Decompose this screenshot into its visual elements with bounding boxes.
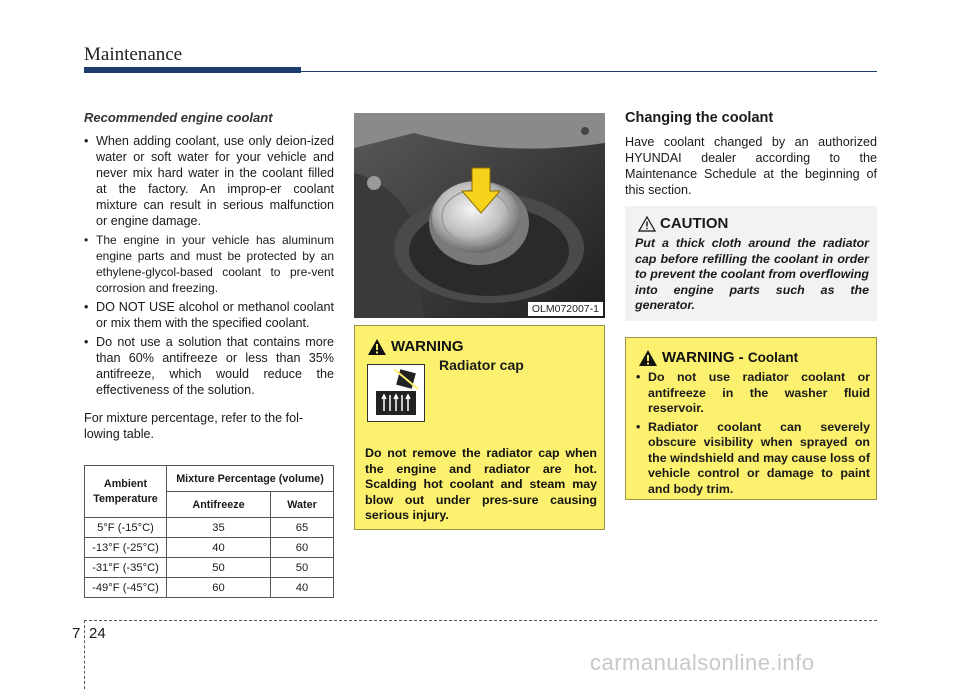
photo-caption: OLM072007-1: [528, 302, 603, 316]
warning-label: WARNING: [391, 338, 464, 355]
section-heading: Changing the coolant: [625, 110, 774, 126]
caution-triangle-icon: [638, 216, 656, 232]
table-cell-temp: 5°F (-15°C): [85, 518, 167, 538]
coolant-mixture-table: [84, 465, 334, 598]
warning-coolant-box: [625, 337, 877, 500]
header-bar-accent: [84, 67, 301, 73]
radiator-cap-illustration: [354, 113, 605, 318]
page-number: 24: [89, 625, 106, 642]
warning-triangle-icon: [367, 338, 387, 356]
table-header-mixture: Mixture Percentage (volume): [167, 466, 334, 492]
warning-title: Radiator cap: [439, 357, 524, 373]
coolant-bullet-list: [84, 133, 334, 398]
list-item: • DO NOT USE alcohol or methanol coolant or mix them with the specified coolant.: [84, 299, 334, 331]
caution-label: CAUTION: [660, 215, 729, 232]
coolant-warning-list: [636, 370, 870, 500]
warning-triangle-icon: [638, 349, 658, 367]
list-item: • Do not use a solution that contains more than 60% antifreeze or less than 35% antifreeze, which would reduce the effectiveness of the solution.: [84, 334, 334, 398]
table-cell-temp: -13°F (-25°C): [85, 538, 167, 558]
table-cell-water: 60: [271, 538, 334, 558]
caution-box: [625, 206, 877, 321]
list-item: • The engine in your vehicle has aluminum engine parts and must be protected by an ethylene-glycol-based coolant to pre-vent corrosion and freezing.: [84, 232, 334, 296]
table-row: [85, 518, 334, 538]
table-cell-antifreeze: 50: [167, 558, 271, 578]
table-cell-antifreeze: 40: [167, 538, 271, 558]
changing-coolant-paragraph: Have coolant changed by an authorized HYUNDAI dealer according to the Maintenance Schedule at the beginning of this section.: [625, 135, 877, 197]
table-row: [85, 558, 334, 578]
footer-rule: [84, 620, 877, 621]
table-row: [85, 578, 334, 598]
warning-subject: Coolant: [747, 350, 799, 365]
radiator-cap-photo: [354, 113, 605, 318]
header-rule: [301, 71, 877, 72]
warning-body-text: Do not remove the radiator cap when the engine and radiator are hot. Scalding hot coolant and steam may blow out under pres-sure causing serious injury.: [365, 446, 597, 522]
warning-label: [662, 349, 798, 366]
table-reference-paragraph: For mixture percentage, refer to the fol-lowing table.: [84, 411, 304, 441]
table-cell-antifreeze: 60: [167, 578, 271, 598]
table-row: [85, 538, 334, 558]
table-header-ambient: Ambient Temperature: [85, 466, 167, 518]
table-cell-temp: -31°F (-35°C): [85, 558, 167, 578]
list-item: • Radiator coolant can severely obscure visibility when sprayed on the windshield and may cause loss of vehicle control or damage to paint and body trim.: [636, 420, 870, 498]
table-cell-temp: -49°F (-45°C): [85, 578, 167, 598]
left-column: [84, 110, 334, 442]
hot-radiator-icon: [367, 364, 425, 422]
right-column: [625, 110, 877, 198]
footer-divider: [84, 620, 85, 689]
warning-radiator-cap-box: [354, 325, 605, 530]
table-header-water: Water: [271, 492, 334, 518]
section-subheading: Recommended engine coolant: [84, 110, 273, 125]
table-cell-water: 65: [271, 518, 334, 538]
table-header-antifreeze: Antifreeze: [167, 492, 271, 518]
list-item: • When adding coolant, use only deion-ized water or soft water for your vehicle and never mix hard water in the coolant filled at the factory. An improp-er coolant mixture can result in serious malfunction or engine damage.: [84, 133, 334, 229]
list-item: • Do not use radiator coolant or antifreeze in the washer fluid reservoir.: [636, 370, 870, 417]
table-cell-water: 40: [271, 578, 334, 598]
table-cell-antifreeze: 35: [167, 518, 271, 538]
caution-body-text: Put a thick cloth around the radiator cap before refilling the coolant in order to prevent the coolant from overflowing into engine parts such as the generator.: [635, 236, 869, 312]
table-cell-water: 50: [271, 558, 334, 578]
chapter-number: 7: [72, 625, 81, 642]
page-header-title: Maintenance: [84, 44, 183, 65]
warning-label-text: WARNING -: [662, 349, 748, 366]
watermark: carmanualsonline.info: [590, 650, 815, 675]
